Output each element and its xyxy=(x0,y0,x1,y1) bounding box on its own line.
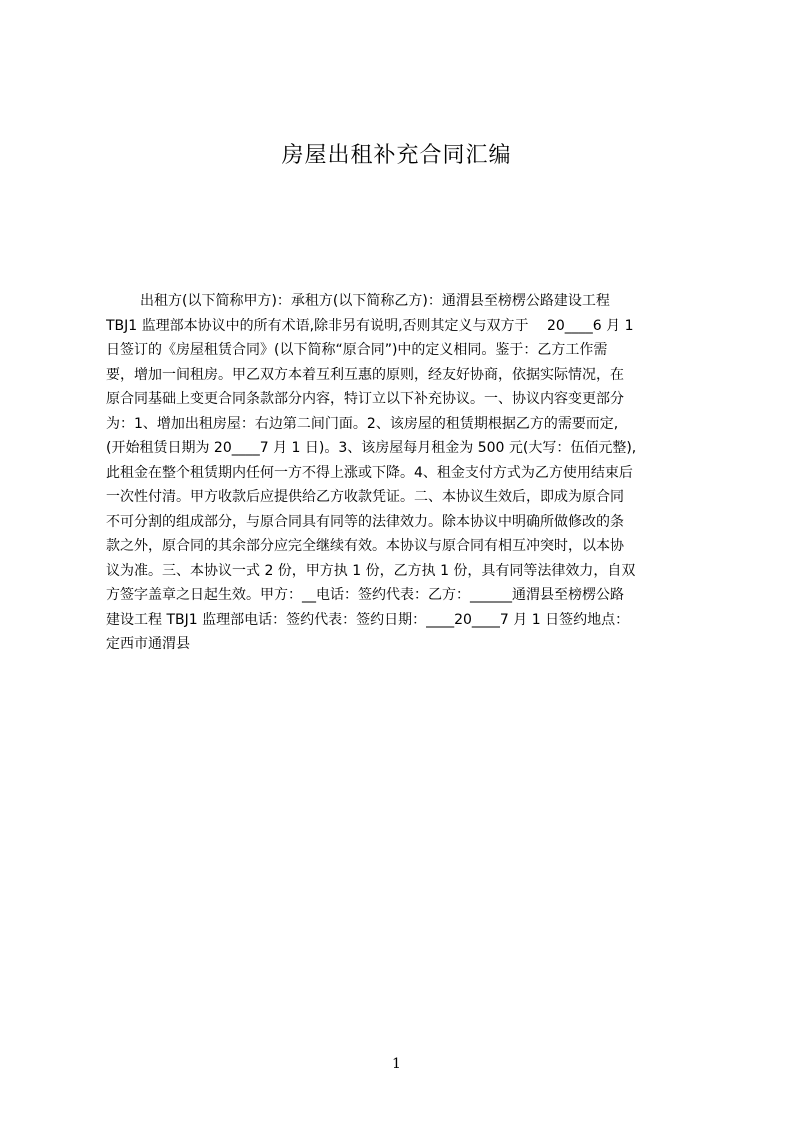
contract-body xyxy=(106,289,696,657)
body-line: 款之外，原合同的其余部分应完全继续有效。本协议与原合同有相互冲突时，以本协 xyxy=(106,538,624,554)
body-line: 建设工程 TBJ1 监理部电话：签约代表：签约日期：____20____7 月 1 日签约地点： xyxy=(106,611,630,628)
body-line: 一次性付清。甲方收款后应提供给乙方收款凭证。二、本协议生效后，即成为原合同 xyxy=(106,489,624,505)
document-title: 房屋出租补充合同汇编 xyxy=(281,143,512,168)
body-line: (开始租赁日期为 20____7 月 1 日)。3、该房屋每月租金为 500 元(大写：伍佰元整), xyxy=(106,440,637,456)
body-line: 议为准。三、本协议一式 2 份，甲方执 1 份，乙方执 1 份，具有同等法律效力，自双 xyxy=(106,562,636,579)
body-line: 要，增加一间租房。甲乙双方本着互利互惠的原则，经友好协商，依据实际情况，在 xyxy=(106,366,624,383)
body-line: 日签订的《房屋租赁合同》(以下简称“原合同”)中的定义相同。鉴于：乙方工作需 xyxy=(106,342,608,358)
body-line: 定西市通渭县 xyxy=(106,636,190,652)
body-line: 方签字盖章之日起生效。甲方：__电话：签约代表：乙方：______通渭县至榜楞公路 xyxy=(106,587,624,603)
body-line: 原合同基础上变更合同条款部分内容，特订立以下补充协议。一、协议内容变更部分 xyxy=(106,391,624,407)
page-number: 1 xyxy=(392,1056,401,1072)
body-line: TBJ1 监理部本协议中的所有术语,除非另有说明,否则其定义与双方于 20____6 月 1 xyxy=(106,317,634,334)
body-line: 为：1、增加出租房屋：右边第二间门面。2、该房屋的租赁期根据乙方的需要而定, xyxy=(106,415,619,432)
body-line: 出租方(以下简称甲方)：承租方(以下简称乙方)：通渭县至榜楞公路建设工程 xyxy=(140,293,610,309)
body-line: 此租金在整个租赁期内任何一方不得上涨或下降。4、租金支付方式为乙方使用结束后 xyxy=(106,464,633,481)
body-line: 不可分割的组成部分，与原合同具有同等的法律效力。除本协议中明确所做修改的条 xyxy=(106,513,624,530)
